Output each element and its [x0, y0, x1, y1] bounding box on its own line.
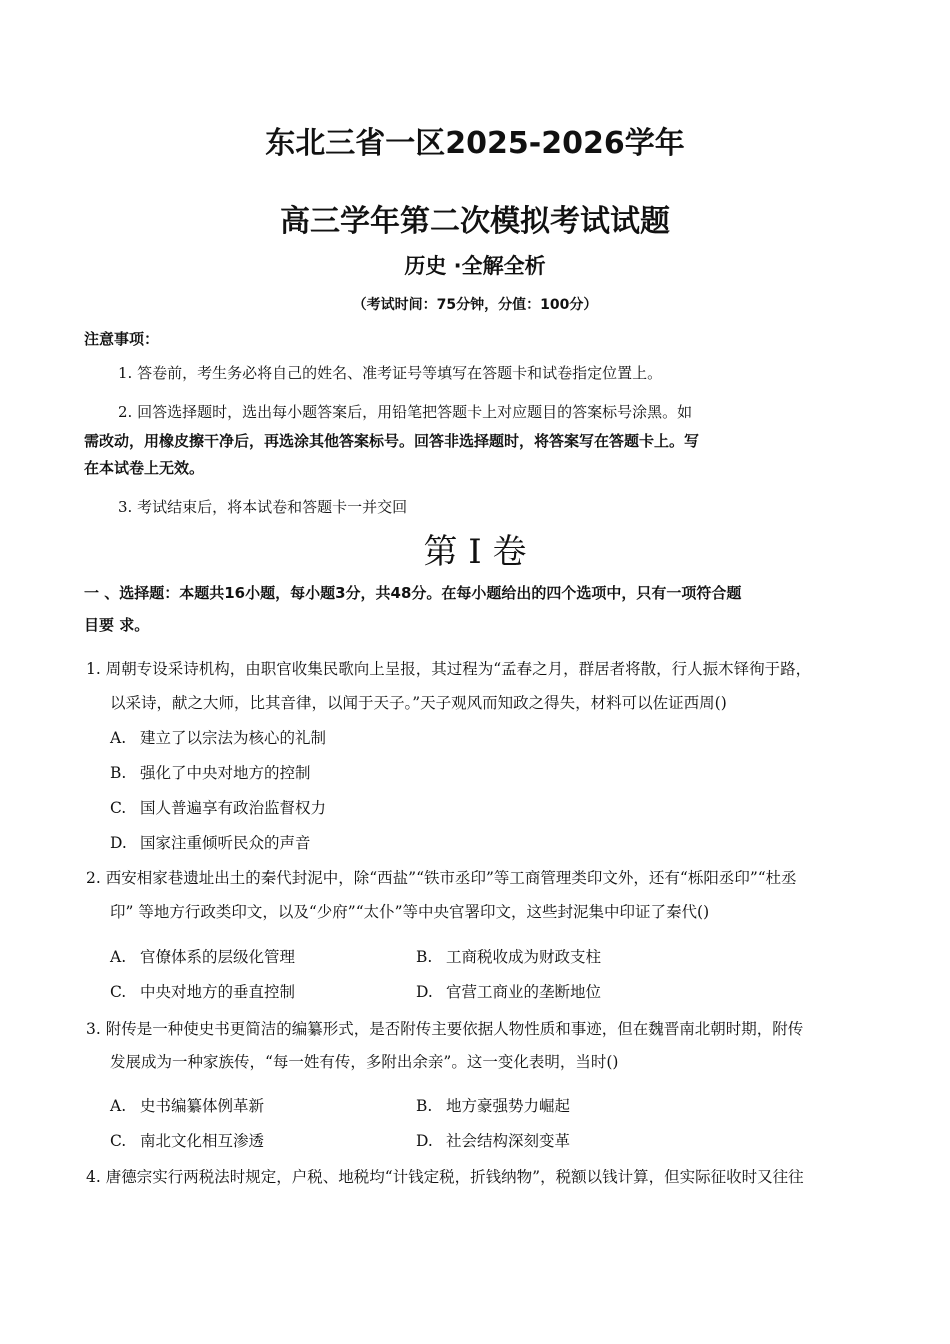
notice-item-2-line1: 2. 回答选择题时，选出每小题答案后，用铅笔把答题卡上对应题目的答案标号涂黑。如: [118, 403, 693, 421]
option-d[interactable]: [416, 980, 601, 1002]
option-text: 官僚体系的层级化管理: [140, 948, 296, 966]
option-b[interactable]: [416, 945, 601, 967]
option-letter: C.: [110, 1132, 127, 1150]
option-text: 南北文化相互渗透: [140, 1132, 265, 1150]
option-text: 社会结构深刻变革: [446, 1132, 571, 1150]
option-letter: A.: [110, 729, 127, 747]
option-d[interactable]: [110, 831, 311, 853]
option-text: 国家注重倾听民众的声音: [140, 834, 311, 852]
option-text: 建立了以宗法为核心的礼制: [140, 729, 327, 747]
option-text: 史书编纂体例革新: [140, 1097, 265, 1115]
subject-label: 历史 ·全解全析: [404, 254, 546, 278]
option-c[interactable]: [110, 796, 326, 818]
notice-item-1: 1. 答卷前，考生务必将自己的姓名、准考证号等填写在答题卡和试卷指定位置上。: [118, 364, 663, 382]
section-heading-line2: 目要 求。: [84, 616, 150, 634]
option-b[interactable]: [416, 1094, 570, 1116]
notice-heading: 注意事项：: [84, 330, 160, 348]
option-text: 国人普遍享有政治监督权力: [140, 799, 327, 817]
notice-item-2-line2: 需改动，用橡皮擦干净后，再选涂其他答案标号。回答非选择题时，将答案写在答题卡上。写: [84, 432, 700, 450]
option-letter: B.: [110, 764, 127, 782]
option-text: 中央对地方的垂直控制: [140, 983, 296, 1001]
option-letter: C.: [110, 799, 127, 817]
volume-title: 第 I 卷: [423, 532, 527, 572]
exam-info: （考试时间：75分钟，分值：100分）: [352, 297, 598, 313]
question-text-line1: 2. 西安相家巷遗址出土的秦代封泥中，除“西盐”“铁市丞印”等工商管理类印文外，还有“栎阳丞印”“杜丞: [86, 869, 797, 887]
option-letter: B.: [416, 948, 433, 966]
option-b[interactable]: [110, 761, 311, 783]
question-text-line2: 发展成为一种家族传，“每一姓有传，多附出余亲”。这一变化表明，当时(): [110, 1053, 619, 1071]
option-text: 官营工商业的垄断地位: [446, 983, 602, 1001]
option-letter: D.: [416, 1132, 433, 1150]
section-heading-line1: 一 、选择题：本题共16小题，每小题3分，共48分。在每小题给出的四个选项中，只有一项符合题: [84, 584, 742, 602]
option-letter: D.: [416, 983, 433, 1001]
option-d[interactable]: [416, 1129, 570, 1151]
option-a[interactable]: [110, 1094, 264, 1116]
option-letter: B.: [416, 1097, 433, 1115]
notice-item-2-line3: 在本试卷上无效。: [84, 459, 205, 477]
option-a[interactable]: [110, 945, 295, 967]
option-text: 工商税收成为财政支柱: [446, 948, 602, 966]
option-text: 地方豪强势力崛起: [446, 1097, 571, 1115]
question-text-line2: 印” 等地方行政类印文，以及“少府”“太仆”等中央官署印文，这些封泥集中印证了秦代(): [110, 903, 710, 921]
option-c[interactable]: [110, 1129, 264, 1151]
option-a[interactable]: [110, 726, 326, 748]
option-letter: A.: [110, 948, 127, 966]
option-letter: C.: [110, 983, 127, 1001]
question-text-line1: 4. 唐德宗实行两税法时规定，户税、地税均“计钱定税，折钱纳物”，税额以钱计算，但实际征收时又往往: [86, 1168, 804, 1186]
notice-item-3: 3. 考试结束后，将本试卷和答题卡一并交回: [118, 498, 408, 516]
question-text-line1: 1. 周朝专设采诗机构，由职官收集民歌向上呈报，其过程为“孟春之月，群居者将散，行人振木铎徇于路，: [86, 660, 812, 678]
question-text-line2: 以采诗，献之大师，比其音律，以闻于天子。”天子观风而知政之得失，材料可以佐证西周(): [110, 694, 727, 712]
option-letter: A.: [110, 1097, 127, 1115]
option-letter: D.: [110, 834, 127, 852]
exam-title-line2: 高三学年第二次模拟考试试题: [280, 204, 670, 239]
question-text-line1: 3. 附传是一种使史书更简洁的编纂形式，是否附传主要依据人物性质和事迹，但在魏晋南北朝时期，附传: [86, 1020, 804, 1038]
option-c[interactable]: [110, 980, 295, 1002]
exam-title-line1: 东北三省一区2025-2026学年: [265, 126, 685, 161]
option-text: 强化了中央对地方的控制: [140, 764, 311, 782]
